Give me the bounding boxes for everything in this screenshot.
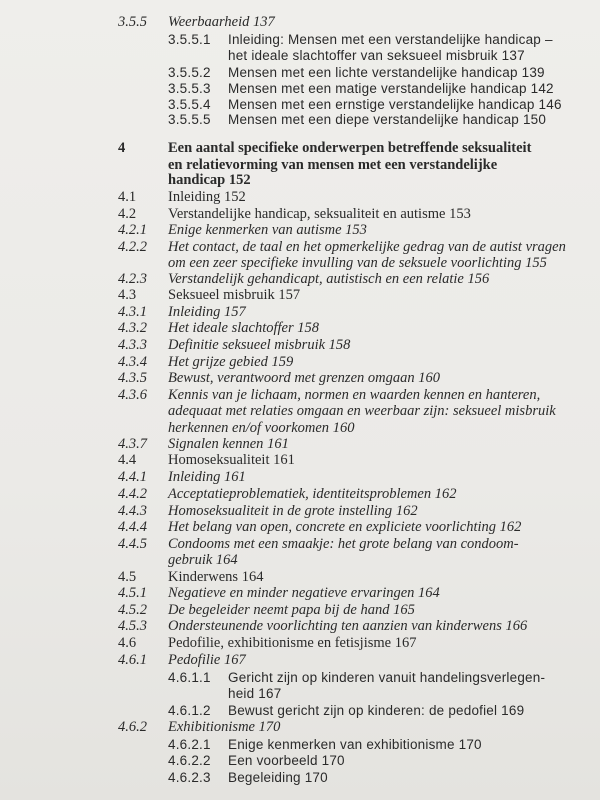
toc-title: Mensen met een matige verstandelijke handicap 142 [228,81,554,96]
toc-number: 4 [118,140,126,156]
toc-title: handicap 152 [168,172,251,188]
toc-title: Een aantal specifieke onderwerpen betreffende seksualiteit [168,140,532,156]
toc-page: 167 [394,635,417,651]
toc-number: 4.4.3 [118,503,147,519]
toc-title: Begeleiding 170 [228,770,328,785]
toc-title: Weerbaarheid 137 [168,14,275,30]
toc-number: 4.2.1 [118,222,147,238]
toc-page: 146 [538,97,562,112]
toc-page: 166 [505,618,528,634]
toc-title: Mensen met een diepe verstandelijke handicap 150 [228,112,547,127]
toc-number: 3.5.5.2 [168,65,211,80]
toc-page: 170 [258,719,281,735]
toc-title: gebruik 164 [168,552,238,568]
toc-page: 170 [458,737,482,752]
toc-number: 4.6.2.1 [168,737,211,752]
toc-number: 4.3.3 [118,337,147,353]
toc-number: 4.6.1.1 [168,670,211,685]
toc-page: 137 [252,14,275,30]
toc-number: 4.2 [118,206,137,222]
toc-number: 4.5.3 [118,618,147,634]
toc-title: om een zeer specifieke invulling van de seksuele voorlichting 155 [168,255,547,271]
toc-page: 139 [521,65,545,80]
toc-page: 164 [418,585,440,601]
toc-page: 152 [228,172,251,188]
toc-number: 3.5.5.3 [168,81,211,96]
toc-page: 161 [273,452,295,468]
toc-number: 4.6.2 [118,719,147,735]
toc-page: 167 [223,652,246,668]
toc-page: 161 [267,436,289,452]
toc-number: 4.3.6 [118,387,147,403]
toc-page: 162 [499,519,522,535]
toc-title: Pedofilie 167 [168,652,246,668]
toc-number: 3.5.5 [118,14,147,30]
toc-page: 164 [241,569,264,585]
toc-page: 152 [223,189,246,205]
toc-page: 161 [223,469,246,485]
toc-page: 142 [530,81,554,96]
toc-title: Gericht zijn op kinderen vanuit handelingsverlegen- [228,670,546,685]
toc-number: 4.6.1.2 [168,703,211,718]
toc-title: herkennen en/of voorkomen 160 [168,420,355,436]
toc-page: 162 [395,503,418,519]
toc-page: 158 [328,337,351,353]
toc-title: Kennis van je lichaam, normen en waarden kennen en hanteren, [168,387,541,403]
toc-number: 4.4.4 [118,519,147,535]
toc-title: en relatievorming van mensen met een verstandelijke [168,157,498,173]
toc-number: 4.3.5 [118,370,147,386]
toc-number: 4.3 [118,287,137,303]
toc-title: Ondersteunende voorlichting ten aanzien van kinderwens 166 [168,618,528,634]
toc-number: 4.2.3 [118,271,147,287]
toc-page: 169 [501,703,525,718]
toc-number: 4.4.1 [118,469,147,485]
toc-title: Pedofilie, exhibitionisme en fetisjisme 167 [168,635,417,651]
toc-title: het ideale slachtoffer van seksueel misbruik 137 [228,48,525,63]
toc-page: 158 [297,320,320,336]
toc-title: De begeleider neemt papa bij de hand 165 [168,602,415,618]
toc-title: Inleiding: Mensen met een verstandelijke handicap – [228,32,553,47]
toc-title: Mensen met een lichte verstandelijke handicap 139 [228,65,545,80]
toc-number: 4.3.7 [118,436,147,452]
toc-page: 160 [332,420,355,436]
toc-number: 4.6.1 [118,652,147,668]
toc-number: 4.4.5 [118,536,147,552]
toc-page: 137 [501,48,525,63]
toc-page: 153 [449,206,471,222]
toc-page: 150 [522,112,547,127]
toc-title: Kinderwens 164 [168,569,264,585]
toc-title: Mensen met een ernstige verstandelijke handicap 146 [228,97,562,112]
toc-title: Definitie seksueel misbruik 158 [168,337,351,353]
toc-number: 4.6.2.3 [168,770,211,785]
toc-page: 155 [525,255,547,271]
toc-number: 4.3.4 [118,354,147,370]
toc-number: 4.3.2 [118,320,147,336]
toc-number: 4.6.2.2 [168,753,211,768]
toc-title: Exhibitionisme 170 [168,719,281,735]
toc-title: Bewust gericht zijn op kinderen: de pedofiel 169 [228,703,525,718]
toc-title: Inleiding 161 [168,469,246,485]
toc-title: Negatieve en minder negatieve ervaringen 164 [168,585,440,601]
toc-page: 153 [345,222,367,238]
toc-page: 160 [418,370,440,386]
toc-title: Een voorbeeld 170 [228,753,345,768]
toc-title: Bewust, verantwoord met grenzen omgaan 160 [168,370,440,386]
toc-title: Homoseksualiteit 161 [168,452,295,468]
toc-number: 3.5.5.5 [168,112,211,127]
toc-number: 4.2.2 [118,239,147,255]
toc-number: 4.5 [118,569,137,585]
toc-page: 170 [304,770,328,785]
toc-page: 164 [215,552,238,568]
toc-number: 4.5.2 [118,602,147,618]
toc-page: 170 [321,753,345,768]
toc-title: adequaat met relaties omgaan en weerbaar zijn: seksueel misbruik [168,403,556,419]
toc-title: Het belang van open, concrete en expliciete voorlichting 162 [168,519,522,535]
toc-title: Het grijze gebied 159 [168,354,294,370]
toc-number: 4.4.2 [118,486,147,502]
toc-title: Het contact, de taal en het opmerkelijke gedrag van de autist vragen [168,239,566,255]
toc-number: 4.3.1 [118,304,147,320]
toc-page: 156 [467,271,490,287]
toc-title: Inleiding 152 [168,189,246,205]
toc-number: 4.5.1 [118,585,147,601]
toc-title: Condooms met een smaakje: het grote belang van condoom- [168,536,519,552]
toc-title: Het ideale slachtoffer 158 [168,320,320,336]
toc-title: Verstandelijke handicap, seksualiteit en autisme 153 [168,206,471,222]
toc-number: 4.6 [118,635,137,651]
toc-title: Seksueel misbruik 157 [168,287,301,303]
toc-page: 157 [223,304,246,320]
toc-page: 165 [393,602,415,618]
toc-title: Enige kenmerken van exhibitionisme 170 [228,737,482,752]
toc-page: 162 [434,486,457,502]
toc-page: 159 [271,354,294,370]
toc-title: Inleiding 157 [168,304,246,320]
toc-title: Signalen kennen 161 [168,436,289,452]
toc-title: heid 167 [228,686,282,701]
toc-number: 4.1 [118,189,137,205]
toc-page: 157 [278,287,301,303]
toc-title: Verstandelijk gehandicapt, autistisch en een relatie 156 [168,271,490,287]
toc-number: 3.5.5.4 [168,97,211,112]
toc-title: Homoseksualiteit in de grote instelling 162 [168,503,418,519]
toc-title: Enige kenmerken van autisme 153 [168,222,367,238]
toc-number: 3.5.5.1 [168,32,211,47]
toc-title: Acceptatieproblematiek, identiteitsproblemen 162 [168,486,457,502]
toc-page: 167 [258,686,282,701]
toc-number: 4.4 [118,452,137,468]
